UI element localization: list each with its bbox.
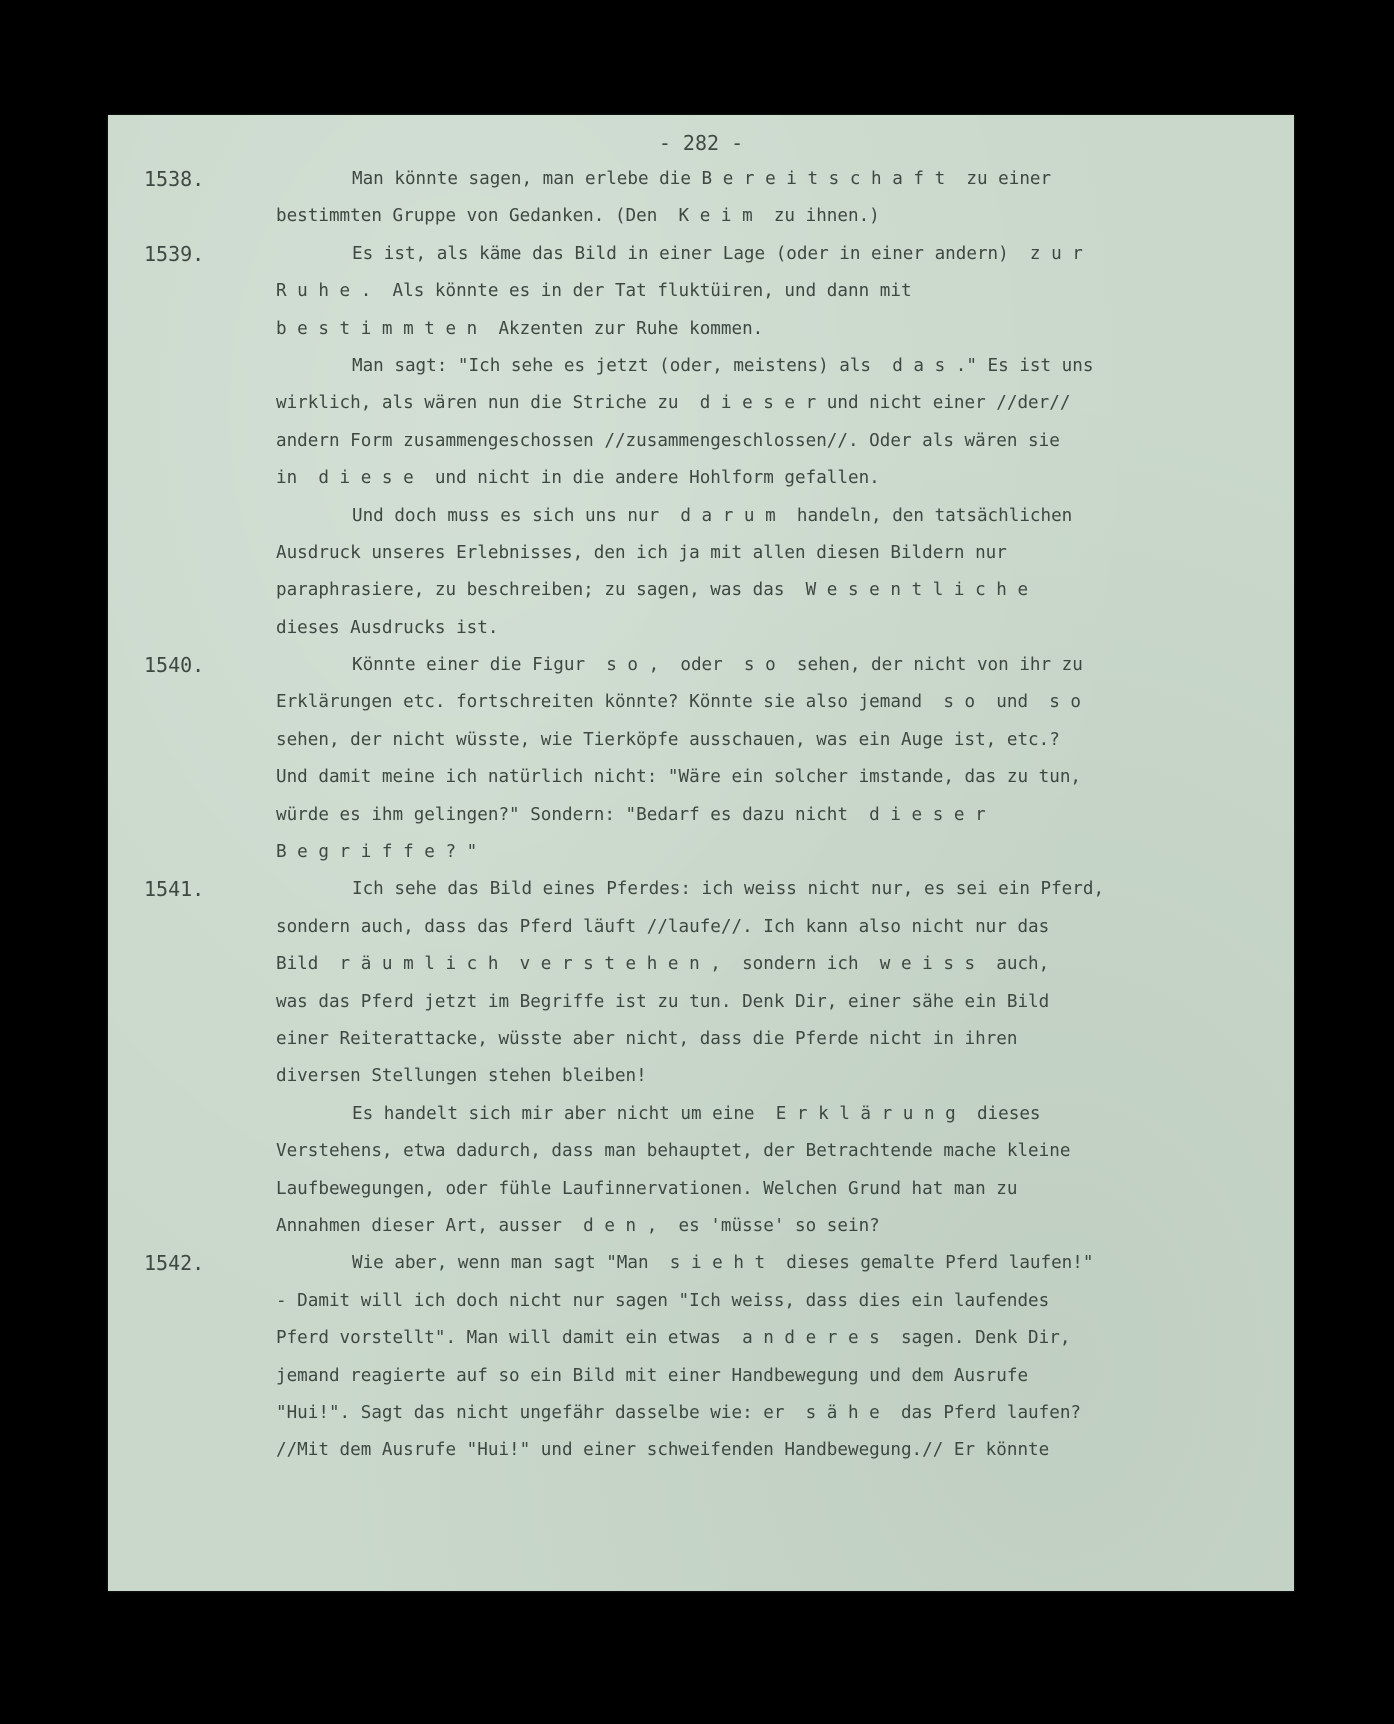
text-line bbox=[108, 236, 1294, 273]
line-text: Wie aber, wenn man sagt "Man s i e h t dieses gemalte Pferd laufen!" bbox=[352, 1253, 1094, 1274]
text-line bbox=[108, 946, 1294, 983]
text-line bbox=[108, 722, 1294, 759]
line-text: sondern auch, dass das Pferd läuft //laufe//. Ich kann also nicht nur das bbox=[276, 916, 1050, 937]
line-text: Es ist, als käme das Bild in einer Lage (oder in einer andern) z u r bbox=[352, 243, 1083, 264]
text-line bbox=[108, 759, 1294, 796]
line-text: wirklich, als wären nun die Striche zu d i e s e r und nicht einer //der// bbox=[276, 393, 1071, 414]
line-text: Erklärungen etc. fortschreiten könnte? Könnte sie also jemand s o und s o bbox=[276, 692, 1082, 713]
page-body bbox=[108, 161, 1294, 1470]
text-line bbox=[108, 1021, 1294, 1058]
line-text: Bild r ä u m l i c h v e r s t e h e n , sondern ich w e i s s auch, bbox=[276, 954, 1050, 975]
text-line bbox=[108, 161, 1294, 198]
text-line bbox=[108, 423, 1294, 460]
line-text: Laufbewegungen, oder fühle Laufinnervationen. Welchen Grund hat man zu bbox=[276, 1178, 1018, 1199]
text-line bbox=[108, 871, 1294, 908]
line-text: dieses Ausdrucks ist. bbox=[276, 617, 499, 638]
line-text: Und damit meine ich natürlich nicht: "Wäre ein solcher imstande, das zu tun, bbox=[276, 767, 1082, 788]
line-text: würde es ihm gelingen?" Sondern: "Bedarf es dazu nicht d i e s e r bbox=[276, 804, 986, 825]
line-text: Könnte einer die Figur s o , oder s o sehen, der nicht von ihr zu bbox=[352, 655, 1083, 676]
line-text: "Hui!". Sagt das nicht ungefähr dasselbe wie: er s ä h e das Pferd laufen? bbox=[276, 1402, 1082, 1423]
text-line bbox=[108, 311, 1294, 348]
text-line bbox=[108, 348, 1294, 385]
page-number: - 282 - bbox=[658, 131, 744, 155]
line-text: Man sagt: "Ich sehe es jetzt (oder, meistens) als d a s ." Es ist uns bbox=[352, 355, 1094, 376]
text-line bbox=[108, 909, 1294, 946]
line-text: //Mit dem Ausrufe "Hui!" und einer schweifenden Handbewegung.// Er könnte bbox=[276, 1440, 1050, 1461]
text-line bbox=[108, 1171, 1294, 1208]
line-text: sehen, der nicht wüsste, wie Tierköpfe ausschauen, was ein Auge ist, etc.? bbox=[276, 729, 1060, 750]
remark-number: 1541. bbox=[144, 877, 205, 902]
text-line bbox=[108, 1432, 1294, 1469]
text-line bbox=[108, 1096, 1294, 1133]
line-text: paraphrasiere, zu beschreiben; zu sagen, was das W e s e n t l i c h e bbox=[276, 580, 1029, 601]
remark-number: 1539. bbox=[144, 241, 205, 266]
line-text: B e g r i f f e ? " bbox=[276, 842, 478, 863]
line-text: Und doch muss es sich uns nur d a r u m handeln, den tatsächlichen bbox=[352, 505, 1073, 526]
remark-number: 1540. bbox=[144, 653, 205, 678]
line-text: b e s t i m m t e n Akzenten zur Ruhe kommen. bbox=[276, 318, 764, 339]
text-line bbox=[108, 610, 1294, 647]
line-text: Annahmen dieser Art, ausser d e n , es 'müsse' so sein? bbox=[276, 1215, 880, 1236]
text-line bbox=[108, 797, 1294, 834]
text-line bbox=[108, 1058, 1294, 1095]
line-text: andern Form zusammengeschossen //zusammengeschlossen//. Oder als wären sie bbox=[276, 430, 1060, 451]
text-line bbox=[108, 572, 1294, 609]
text-line bbox=[108, 1245, 1294, 1282]
text-line bbox=[108, 647, 1294, 684]
line-text: - Damit will ich doch nicht nur sagen "Ich weiss, dass dies ein laufendes bbox=[276, 1290, 1050, 1311]
text-line bbox=[108, 1133, 1294, 1170]
line-text: Verstehens, etwa dadurch, dass man behauptet, der Betrachtende mache kleine bbox=[276, 1141, 1071, 1162]
line-text: jemand reagierte auf so ein Bild mit einer Handbewegung und dem Ausrufe bbox=[276, 1365, 1029, 1386]
text-line bbox=[108, 1208, 1294, 1245]
text-line bbox=[108, 984, 1294, 1021]
text-line bbox=[108, 273, 1294, 310]
line-text: Es handelt sich mir aber nicht um eine E r k l ä r u n g dieses bbox=[352, 1103, 1041, 1124]
line-text: Ich sehe das Bild eines Pferdes: ich weiss nicht nur, es sei ein Pferd, bbox=[352, 879, 1105, 900]
text-line bbox=[108, 460, 1294, 497]
text-line bbox=[108, 1283, 1294, 1320]
remark-number: 1538. bbox=[144, 167, 205, 191]
line-text: einer Reiterattacke, wüsste aber nicht, dass die Pferde nicht in ihren bbox=[276, 1028, 1018, 1049]
line-text: was das Pferd jetzt im Begriffe ist zu tun. Denk Dir, einer sähe ein Bild bbox=[276, 991, 1050, 1012]
line-text: diversen Stellungen stehen bleiben! bbox=[276, 1066, 647, 1087]
text-line bbox=[108, 1320, 1294, 1357]
line-text: Ausdruck unseres Erlebnisses, den ich ja mit allen diesen Bildern nur bbox=[276, 542, 1007, 563]
text-line bbox=[108, 535, 1294, 572]
line-text: R u h e . Als könnte es in der Tat fluktüiren, und dann mit bbox=[276, 281, 912, 302]
text-line bbox=[108, 834, 1294, 871]
text-line bbox=[108, 198, 1294, 235]
typewritten-page bbox=[108, 115, 1294, 1591]
text-line bbox=[108, 1395, 1294, 1432]
line-text: bestimmten Gruppe von Gedanken. (Den K e i m zu ihnen.) bbox=[276, 206, 880, 227]
line-text: in d i e s e und nicht in die andere Hohlform gefallen. bbox=[276, 468, 880, 489]
line-text: Pferd vorstellt". Man will damit ein etwas a n d e r e s sagen. Denk Dir, bbox=[276, 1328, 1071, 1349]
text-line bbox=[108, 1358, 1294, 1395]
text-line bbox=[108, 684, 1294, 721]
text-line bbox=[108, 385, 1294, 422]
text-line bbox=[108, 498, 1294, 535]
remark-number: 1542. bbox=[144, 1251, 205, 1276]
line-text: Man könnte sagen, man erlebe die B e r e i t s c h a f t zu einer bbox=[352, 169, 1052, 189]
